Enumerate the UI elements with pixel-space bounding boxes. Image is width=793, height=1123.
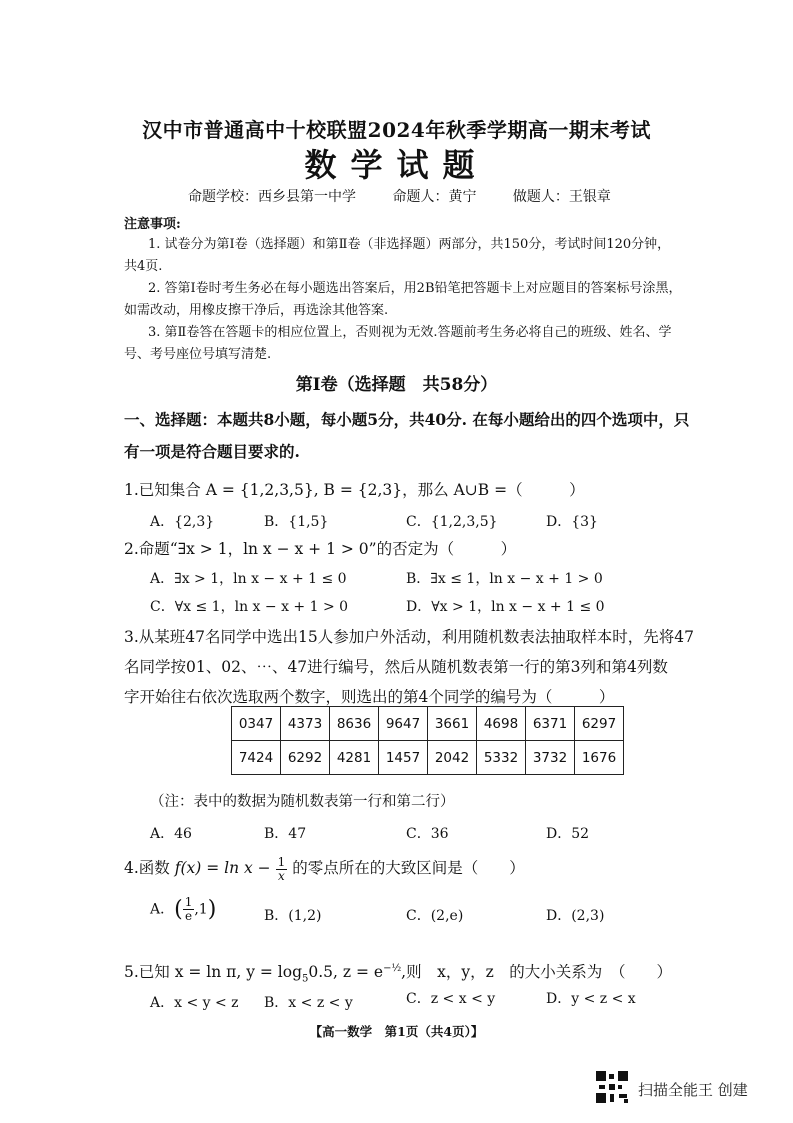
table-cell: 3661 — [428, 707, 477, 741]
notice-line: 2. 答第Ⅰ卷时考生务必在每小题选出答案后，用2B铅笔把答题卡上对应题目的答案标号涂黑， — [148, 281, 682, 296]
page-footer: 【高一数学 第1页（共4页）】 — [309, 1024, 484, 1039]
notice-line: 3. 第Ⅱ卷答在答题卡的相应位置上，否则视为无效.答题前考生务必将自己的班级、姓名、学 — [148, 325, 672, 340]
q4-option-a: A．( $\frac{1}{e}$ ,1) — [150, 895, 217, 923]
question-3-stem — [124, 622, 694, 712]
scanner-watermark: 扫描全能王 创建 — [638, 1081, 748, 1099]
table-cell: 4698 — [477, 707, 526, 741]
q2-option-d: D．∀x > 1，ln x − x + 1 ≤ 0 — [406, 599, 605, 615]
q5-option-a: A．x < y < z — [150, 995, 239, 1011]
q2-option-b: B．∃x ≤ 1，ln x − x + 1 > 0 — [406, 571, 603, 587]
q5-stem-middle: 0.5, z = e — [308, 963, 384, 982]
q3-option-c: C．36 — [406, 826, 449, 842]
q1-option-b: B．{1,5} — [264, 514, 329, 530]
table-cell: 1457 — [379, 741, 428, 775]
notice-line: 共4页. — [124, 259, 163, 274]
q4-option-b: B．(1,2) — [264, 908, 322, 924]
section-intro-line: 一、选择题：本题共8小题，每小题5分，共40分. 在每小题给出的四个选项中，只 — [124, 410, 690, 429]
q4-option-a-label: A． — [150, 901, 175, 918]
q3-line: 字开始往右依次选取两个数字，则选出的第4个同学的编号为（ ） — [124, 688, 615, 706]
notice-heading: 注意事项: — [124, 217, 181, 232]
q5-log-base: 5 — [302, 973, 309, 985]
q4-option-a-fraction — [183, 896, 195, 923]
notice-line: 号、考号座位号填写清楚. — [124, 347, 272, 362]
q4-option-a-denominator: e — [184, 909, 193, 923]
table-cell: 7424 — [232, 741, 281, 775]
q3-option-a: A．46 — [150, 826, 192, 842]
section-intro-line: 有一项是符合题目要求的. — [124, 442, 300, 461]
q4-fraction — [276, 856, 288, 883]
q5-option-d: D．y < z < x — [546, 991, 636, 1007]
q5-stem-suffix: ,则 x，y，z 的大小关系为 （ ） — [401, 963, 672, 982]
q1-option-a: A．{2,3} — [150, 514, 215, 530]
section-title: 第Ⅰ卷（选择题 共58分） — [295, 375, 498, 395]
q1-option-d: D．{3} — [546, 514, 598, 530]
table-cell: 2042 — [428, 741, 477, 775]
question-1-stem: 1.已知集合 A = {1,2,3,5}, B = {2,3}，那么 A∪B =（ ） — [124, 481, 585, 499]
table-cell: 6297 — [575, 707, 624, 741]
q4-fraction-numerator: 1 — [277, 854, 286, 869]
section-intro — [124, 404, 734, 468]
q5-stem-prefix: 5.已知 x = ln π, y = log — [124, 963, 303, 982]
q4-fraction-denominator: x — [278, 868, 285, 883]
q4-option-d: D．(2,3) — [546, 908, 605, 924]
setter-name: 命题人：黄宁 — [392, 189, 477, 205]
q5-option-c: C．z < x < y — [406, 991, 496, 1007]
qr-code-icon — [596, 1071, 628, 1103]
q4-function: f(x) = ln x − — [174, 859, 271, 877]
q4-option-a-numerator: 1 — [184, 895, 193, 909]
q1-option-c: C．{1,2,3,5} — [406, 514, 498, 530]
table-cell: 8636 — [330, 707, 379, 741]
table-cell: 5332 — [477, 741, 526, 775]
table-row — [232, 741, 624, 775]
q3-table-note: （注：表中的数据为随机数表第一行和第二行） — [150, 794, 455, 810]
table-cell: 4373 — [281, 707, 330, 741]
question-4-stem — [124, 852, 525, 884]
q3-line: 3.从某班47名同学中选出15人参加户外活动，利用随机数表法抽取样本时，先将47 — [124, 628, 694, 646]
q3-line: 名同学按01、02、⋯、47进行编号，然后从随机数表第一行的第3列和第4列数 — [124, 658, 668, 676]
q4-stem-suffix: 的零点所在的大致区间是（ ） — [292, 859, 525, 877]
table-cell: 6371 — [526, 707, 575, 741]
table-cell: 0347 — [232, 707, 281, 741]
checker-name: 做题人：王银章 — [512, 189, 611, 205]
table-cell: 3732 — [526, 741, 575, 775]
setter-school: 命题学校：西乡县第一中学 — [188, 189, 356, 205]
random-number-table — [231, 706, 624, 775]
q2-option-a: A．∃x > 1，ln x − x + 1 ≤ 0 — [150, 571, 347, 587]
q4-option-a-tail: ,1 — [194, 901, 208, 918]
exam-title: 汉中市普通高中十校联盟2024年秋季学期高一期末考试 — [142, 118, 651, 142]
q4-option-c: C．(2,e) — [406, 908, 464, 924]
question-2-stem: 2.命题“∃x > 1，ln x − x + 1 > 0”的否定为（ ） — [124, 540, 517, 558]
table-cell: 4281 — [330, 741, 379, 775]
notice-line: 如需改动，用橡皮擦干净后，再选涂其他答案. — [124, 303, 389, 318]
table-cell: 1676 — [575, 741, 624, 775]
q2-option-c: C．∀x ≤ 1，ln x − x + 1 > 0 — [150, 599, 349, 615]
table-row — [232, 707, 624, 741]
author-line — [188, 186, 643, 206]
table-cell: 9647 — [379, 707, 428, 741]
table-cell: 6292 — [281, 741, 330, 775]
q3-option-d: D．52 — [546, 826, 590, 842]
notice-line: 1. 试卷分为第Ⅰ卷（选择题）和第Ⅱ卷（非选择题）两部分，共150分，考试时间120分钟， — [148, 237, 671, 252]
q4-stem-prefix: 4.函数 — [124, 859, 170, 877]
q5-exponent: −½ — [383, 963, 402, 974]
subject-title: 数学试题 — [304, 146, 489, 184]
q3-option-b: B．47 — [264, 826, 307, 842]
q5-option-b: B．x < z < y — [264, 995, 353, 1011]
